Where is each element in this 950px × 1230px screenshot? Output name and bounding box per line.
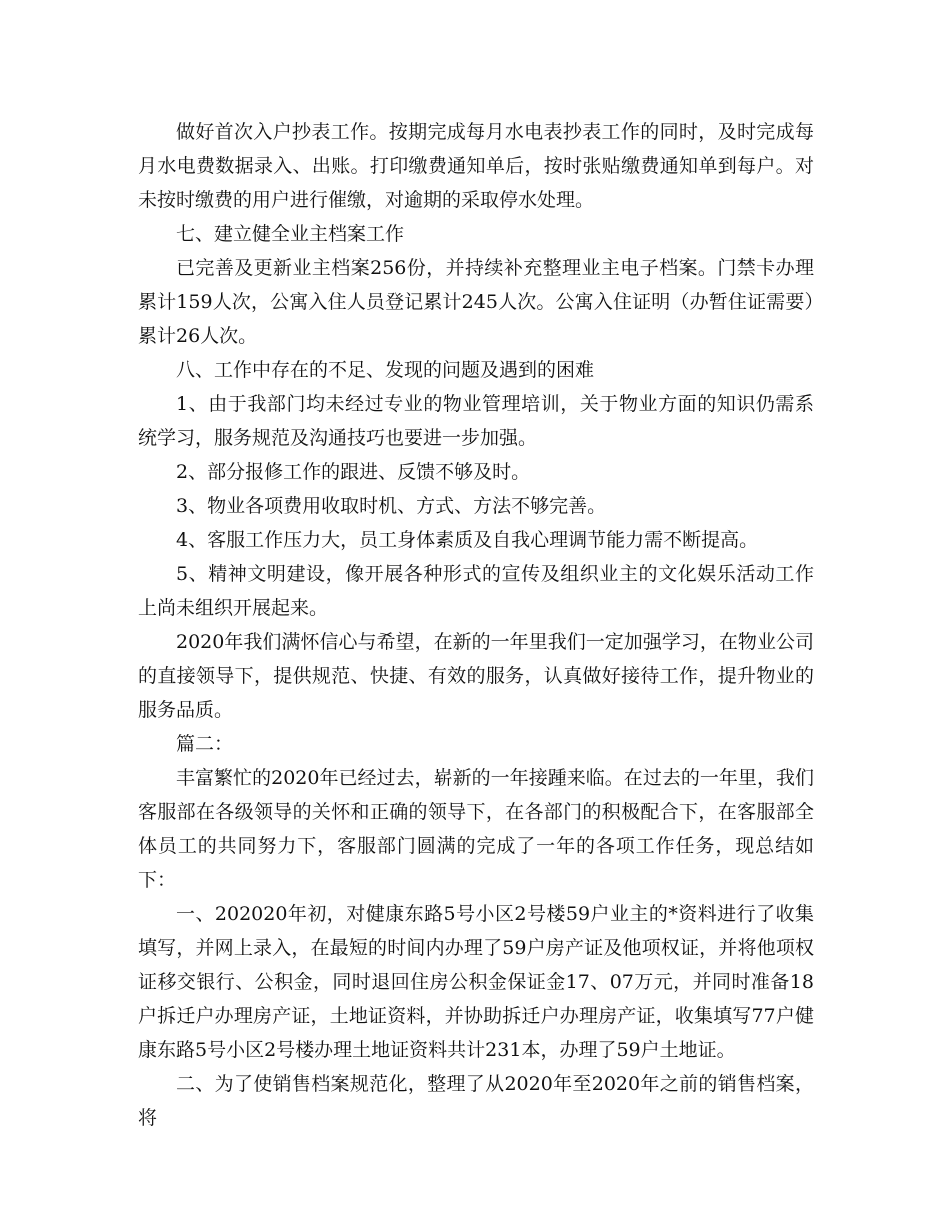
list-item-4: 4、客服工作压力大，员工身体素质及自我心理调节能力需不断提高。 [176, 529, 759, 551]
heading-section-8: 八、工作中存在的不足、发现的问题及遇到的困难 [176, 359, 595, 381]
heading-section-7: 七、建立健全业主档案工作 [176, 223, 405, 245]
paragraph-meter-reading: 做好首次入户抄表工作。按期完成每月水电表抄表工作的同时，及时完成每月水电费数据录入、出账。打印缴费通知单后，按时张贴缴费通知单到每户。对未按时缴费的用户进行催缴，对逾期的采取停水处理。 [138, 121, 814, 211]
paragraph-intro-part-two: 丰富繁忙的2020年已经过去，崭新的一年接踵来临。在过去的一年里，我们客服部在各级领导的关怀和正确的领导下，在各部门的积极配合下，在客服部全体员工的共同努力下，客服部门圆满的完成了一年的各项工作任务，现总结如下： [138, 767, 814, 891]
paragraph-outlook: 2020年我们满怀信心与希望，在新的一年里我们一定加强学习，在物业公司的直接领导下，提供规范、快捷、有效的服务，认真做好接待工作，提升物业的服务品质。 [138, 631, 814, 721]
list-item-1: 1、由于我部门均未经过专业的物业管理培训，关于物业方面的知识仍需系统学习，服务规范及沟通技巧也要进一步加强。 [138, 393, 814, 449]
paragraph-item-one: 一、202020年初，对健康东路5号小区2号楼59户业主的*资料进行了收集填写，并网上录入，在最短的时间内办理了59户房产证及他项权证，并将他项权证移交银行、公积金，同时退回住房公积金保证金17、07万元，并同时准备18户拆迁户办理房产证，土地证资料，并协助拆迁户办理房产证，收集填写77户健康东路5号小区2号楼办理土地证资料共计231本，办理了59户土地证。 [138, 903, 814, 1061]
list-item-2: 2、部分报修工作的跟进、反馈不够及时。 [176, 461, 531, 483]
list-item-3: 3、物业各项费用收取时机、方式、方法不够完善。 [176, 495, 607, 517]
paragraph-item-two: 二、为了使销售档案规范化，整理了从2020年至2020年之前的销售档案，将 [138, 1073, 814, 1129]
heading-part-two: 篇二： [176, 733, 234, 755]
document-body [138, 115, 814, 1135]
list-item-5: 5、精神文明建设，像开展各种形式的宣传及组织业主的文化娱乐活动工作上尚未组织开展起来。 [138, 563, 814, 619]
paragraph-owner-archives: 已完善及更新业主档案256份，并持续补充整理业主电子档案。门禁卡办理累计159人次，公寓入住人员登记累计245人次。公寓入住证明（办暂住证需要）累计26人次。 [138, 257, 814, 347]
